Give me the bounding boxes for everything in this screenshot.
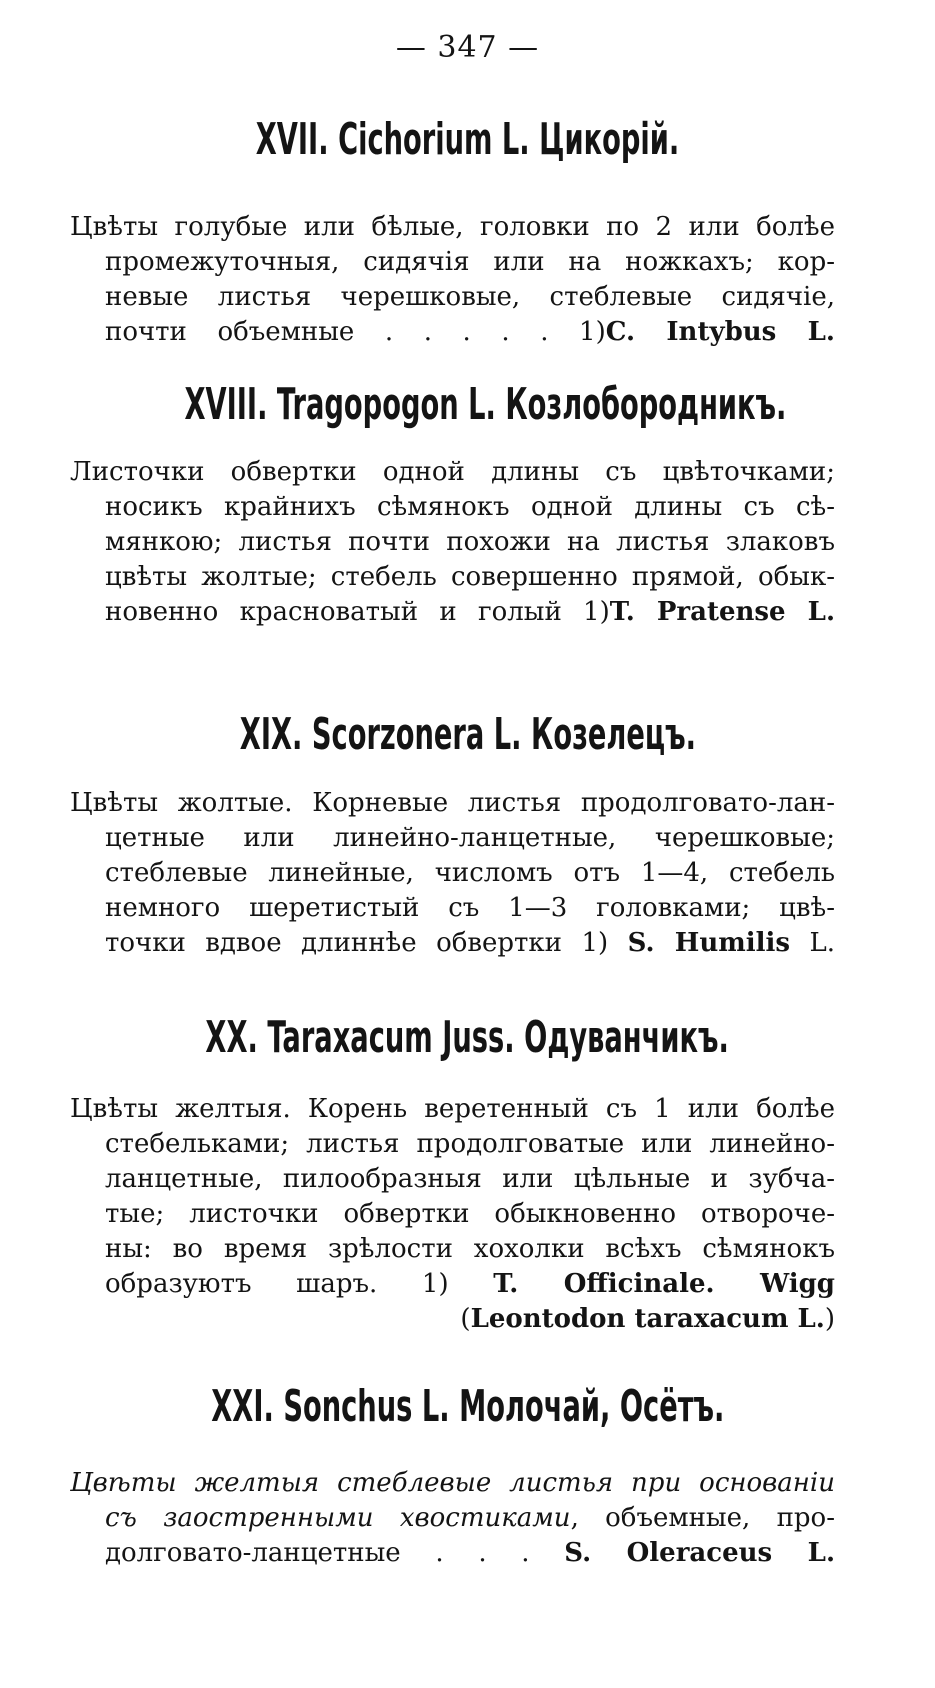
text-line: долговато-ланцетные . . . S. Oleraceus L. (105, 1538, 835, 1568)
text-line: Цвѣты желтыя стеблевые листья при основаніи (70, 1468, 835, 1498)
section-body-sonchus (70, 1466, 835, 1571)
text-line: съ заостренными хвостиками, объемные, про- (105, 1503, 835, 1533)
species-name: S. Oleraceus L. (564, 1538, 835, 1568)
text-line: Листочки обвертки одной длины съ цвѣточками; (70, 457, 835, 487)
section-body-scorzonera (70, 786, 835, 961)
page-number: — 347 — (395, 30, 540, 65)
section-heading-scorzonera: XIX. Scorzonera L. Козелецъ. (239, 709, 696, 760)
text-line: Цвѣты голубые или бѣлые, головки по 2 или болѣе (70, 212, 835, 242)
text-line: мянкою; листья почти похожи на листья злаковъ (105, 527, 835, 557)
section-heading-sonchus: XXI. Sonchus L. Молочай, Осётъ. (210, 1381, 725, 1432)
section-heading-cichorium: XVII. Cichorium L. Цикорій. (255, 114, 680, 165)
text-line: ланцетные, пилообразныя или цѣльные и зубча- (105, 1164, 835, 1194)
text-line: Цвѣты жолтые. Корневые листья продолговато-лан- (70, 788, 835, 818)
text-line: цвѣты жолтые; стебель совершенно прямой, обык- (105, 562, 835, 592)
species-name: S. Humilis (627, 928, 791, 958)
text-line: новенно красноватый и голый 1)T. Pratense L. (105, 597, 835, 627)
text-line: ны: во время зрѣлости хохолки всѣхъ сѣмянокъ (105, 1234, 835, 1264)
species-name: T. Officinale. Wigg (493, 1269, 835, 1299)
species-name: T. Pratense L. (609, 597, 835, 627)
section-heading-tragopogon: XVIII. Tragopogon L. Козлобородникъ. (184, 379, 787, 430)
text-line: невые листья черешковые, стеблевые сидячіе, (105, 282, 835, 312)
text-line: (Leontodon taraxacum L.) (460, 1304, 835, 1334)
text-line: промежуточныя, сидячія или на ножкахъ; кор- (105, 247, 835, 277)
text-line: цетные или линейно-ланцетные, черешковые; (105, 823, 835, 853)
species-name: C. Intybus L. (605, 317, 835, 347)
section-body-taraxacum (70, 1092, 835, 1337)
text-line: Цвѣты желтыя. Корень веретенный съ 1 или болѣе (70, 1094, 835, 1124)
text-line: носикъ крайнихъ сѣмянокъ одной длины съ сѣ- (105, 492, 835, 522)
section-body-tragopogon (70, 455, 835, 630)
text-line: стебельками; листья продолговатые или линейно- (105, 1129, 835, 1159)
text-line: немного шеретистый съ 1—3 головками; цвѣ- (105, 893, 835, 923)
text-line: тые; листочки обвертки обыкновенно отвороче- (105, 1199, 835, 1229)
synonym-name: Leontodon taraxacum L. (470, 1304, 825, 1334)
text-line: почти объемные . . . . . 1)C. Intybus L. (105, 317, 835, 347)
text-line: точки вдвое длиннѣе обвертки 1) S. Humilis L. (105, 928, 836, 958)
text-line: образуютъ шаръ. 1) T. Officinale. Wigg (105, 1269, 835, 1299)
text-line: стеблевые линейные, числомъ отъ 1—4, стебель (105, 858, 835, 888)
section-heading-taraxacum: XX. Taraxacum Juss. Одуванчикъ. (205, 1012, 730, 1063)
section-body-cichorium (70, 210, 835, 350)
